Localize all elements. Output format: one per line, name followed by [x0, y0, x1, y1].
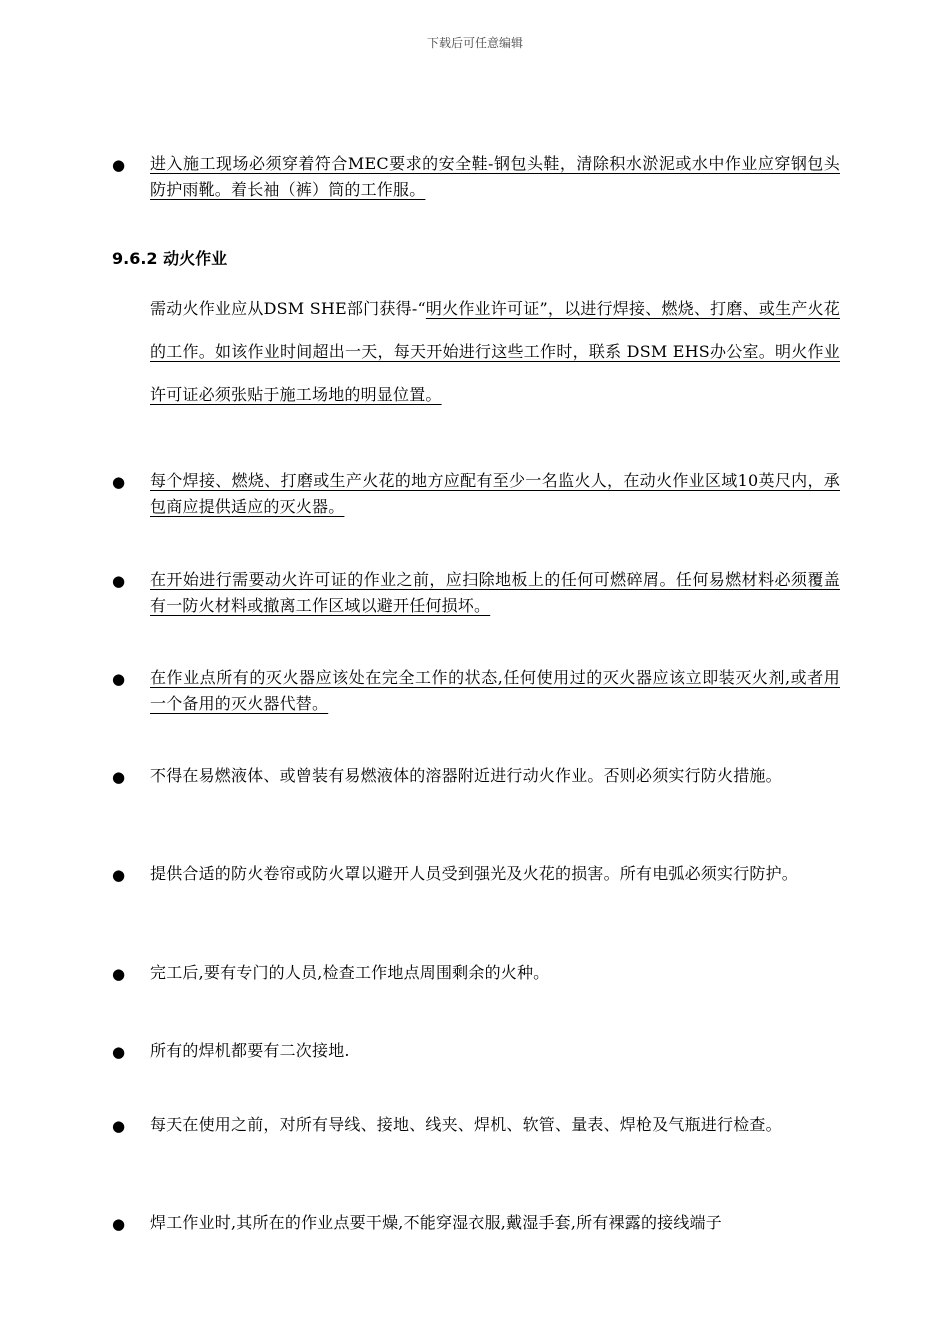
bullet-item — [112, 468, 840, 520]
bullet-text: 每个焊接、燃烧、打磨或生产火花的地方应配有至少一名监火人，在动火作业区域10英尺内，承包商应提供适应的灭火器。 — [150, 471, 840, 516]
bullet-text: 所有的焊机都要有二次接地. — [150, 1041, 350, 1060]
bullet-symbol: ● — [112, 1117, 126, 1135]
bullet-text: 进入施工现场必须穿着符合MEC要求的安全鞋-钢包头鞋，清除积水淤泥或水中作业应穿钢包头防护雨靴。着长袖（裤）筒的工作服。 — [150, 154, 840, 199]
bullet-symbol: ● — [112, 156, 126, 174]
bullet-text: 焊工作业时,其所在的作业点要干燥,不能穿湿衣服,戴湿手套,所有裸露的接线端子 — [150, 1213, 722, 1232]
bullet-symbol: ● — [112, 670, 126, 688]
bullet-item — [112, 1038, 840, 1064]
bullet-text: 完工后,要有专门的人员,检查工作地点周围剩余的火种。 — [150, 963, 550, 982]
bullet-symbol: ● — [112, 1043, 126, 1061]
bullet-symbol: ● — [112, 768, 126, 786]
bullet-symbol: ● — [112, 473, 126, 491]
bullet-text: 不得在易燃液体、或曾装有易燃液体的溶器附近进行动火作业。否则必须实行防火措施。 — [150, 766, 782, 785]
bullet-item — [112, 763, 840, 789]
bullet-text: 在作业点所有的灭火器应该处在完全工作的状态,任何使用过的灭火器应该立即装灭火剂,或者用一个备用的灭火器代替。 — [150, 668, 840, 713]
bullet-item — [112, 665, 840, 717]
bullet-symbol: ● — [112, 572, 126, 590]
paragraph-prefix: 需动火作业应从DSM SHE部门获得-“ — [150, 299, 426, 318]
bullet-item — [112, 151, 840, 203]
section-heading: 9.6.2 动火作业 — [112, 249, 228, 268]
bullet-item — [112, 567, 840, 619]
bullet-symbol: ● — [112, 965, 126, 983]
paragraph-underlined: 明火作业许可证”，以进行焊接、燃烧、打磨、或生产火花的工作。如该作业时间超出一天，每天开始进行这些工作时，联系 DSM EHS办公室。明火作业许可证必须张贴于施工场地的明显位置。 — [150, 299, 840, 404]
bullet-item — [112, 861, 840, 887]
bullet-symbol: ● — [112, 866, 126, 884]
bullet-text: 在开始进行需要动火许可证的作业之前，应扫除地板上的任何可燃碎屑。任何易燃材料必须覆盖有一防火材料或撤离工作区域以避开任何损坏。 — [150, 570, 840, 615]
page-header: 下载后可任意编辑 — [426, 36, 523, 50]
bullet-item — [112, 1210, 840, 1236]
section-paragraph — [150, 287, 840, 416]
bullet-symbol: ● — [112, 1215, 126, 1233]
bullet-item — [112, 960, 840, 986]
bullet-text: 提供合适的防火卷帘或防火罩以避开人员受到强光及火花的损害。所有电弧必须实行防护。 — [150, 864, 799, 883]
bullet-text: 每天在使用之前，对所有导线、接地、线夹、焊机、软管、量表、焊枪及气瓶进行检查。 — [150, 1115, 782, 1134]
bullet-item — [112, 1112, 840, 1138]
